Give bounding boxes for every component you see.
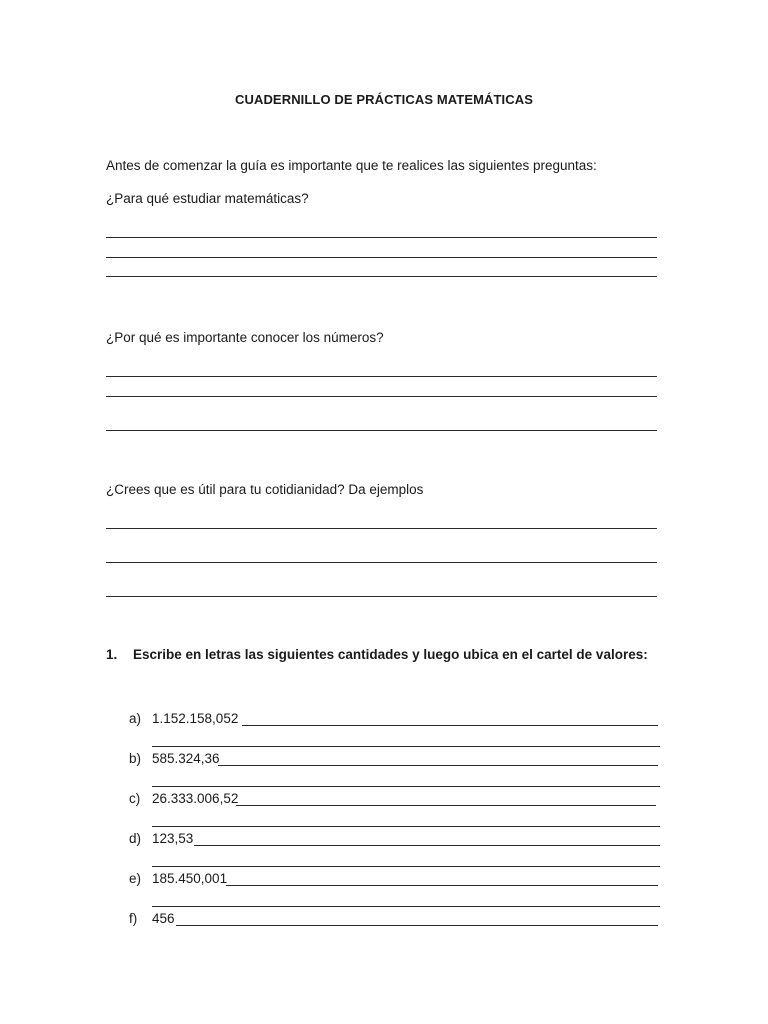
answer-line[interactable] (106, 430, 657, 431)
intro-text: Antes de comenzar la guía es importante que te realices las siguientes preguntas: (106, 158, 597, 173)
answer-line[interactable] (106, 376, 657, 377)
question-1: ¿Para qué estudiar matemáticas? (106, 191, 309, 206)
answer-line[interactable] (106, 237, 657, 238)
question-3: ¿Crees que es útil para tu cotidianidad? Da ejemplos (106, 482, 424, 497)
answer-line[interactable] (226, 885, 658, 886)
item-letter: b) (129, 751, 142, 766)
answer-line[interactable] (106, 562, 657, 563)
exercise-instruction: Escribe en letras las siguientes cantidades y luego ubica en el cartel de valores: (133, 647, 648, 662)
answer-line[interactable] (236, 805, 656, 806)
item-letter: d) (129, 831, 142, 846)
item-value: 123,53 (152, 831, 194, 846)
item-value: 456 (152, 911, 175, 926)
answer-line[interactable] (218, 765, 658, 766)
page-title: CUADERNILLO DE PRÁCTICAS MATEMÁTICAS (234, 92, 534, 107)
answer-line[interactable] (106, 396, 657, 397)
answer-line[interactable] (152, 826, 660, 827)
item-letter: c) (129, 791, 141, 806)
answer-line[interactable] (152, 906, 660, 907)
answer-line[interactable] (106, 596, 657, 597)
answer-line[interactable] (152, 786, 660, 787)
answer-line[interactable] (152, 746, 660, 747)
item-value: 585.324,36 (152, 751, 220, 766)
answer-line[interactable] (176, 925, 658, 926)
item-value: 26.333.006,52 (152, 791, 239, 806)
answer-line[interactable] (106, 257, 657, 258)
question-2: ¿Por qué es importante conocer los números? (106, 330, 384, 345)
item-letter: a) (129, 711, 142, 726)
item-value: 185.450,001 (152, 871, 228, 886)
item-letter: e) (129, 871, 142, 886)
item-letter: f) (129, 911, 138, 926)
exercise-number: 1. (106, 647, 118, 662)
answer-line[interactable] (152, 866, 660, 867)
answer-line[interactable] (194, 845, 660, 846)
answer-line[interactable] (106, 276, 657, 277)
answer-line[interactable] (242, 725, 658, 726)
answer-line[interactable] (106, 528, 657, 529)
item-value: 1.152.158,052 (152, 711, 239, 726)
